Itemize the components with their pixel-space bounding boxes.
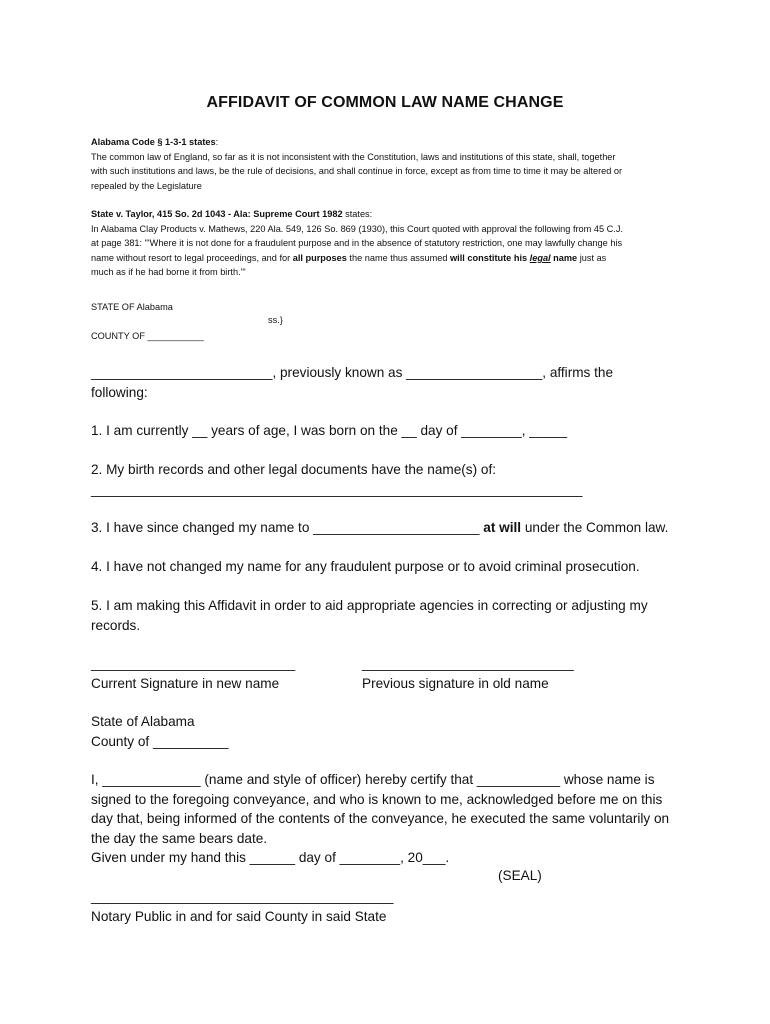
previous-signature-line: ____________________________ [362,656,574,671]
venue-ss: ss.} [268,315,283,325]
notary-signature-line: ________________________________________ [91,889,394,904]
code-text-line: with such institutions and laws, be the rule of decisions, and shall continue in force, except as from time to time it may be altered or [91,166,623,177]
notary-signature-label: Notary Public in and for said County in said State [91,908,387,924]
current-signature-label: Current Signature in new name [91,675,280,691]
notary-county: County of __________ [91,733,229,749]
given-under-hand: Given under my hand this ______ day of ________, 20___. [91,850,450,865]
legal-emphasis: legal [529,252,551,263]
code-text-line: The common law of England, so far as it is not inconsistent with the Constitution, laws and institutions of this state, shall, together [91,151,616,162]
paragraph-5: 5. I am making this Affidavit in order to aid appropriate agencies in correcting or adjusting my records. [91,598,648,633]
paragraph-1: 1. I am currently __ years of age, I was born on the __ day of ________, _____ [91,423,568,438]
notary-state: State of Alabama [91,714,195,729]
case-text-line: name without resort to legal proceedings, and for all purposes the name thus assumed will constitute his legal name just as [91,252,607,263]
case-heading: State v. Taylor, 415 So. 2d 1043 - Ala: Supreme Court 1982 [91,209,343,219]
document-title: AFFIDAVIT OF COMMON LAW NAME CHANGE [206,94,564,111]
case-text-line: In Alabama Clay Products v. Mathews, 220 Ala. 549, 126 So. 869 (1930), this Court quoted with approval the following from 45 C.J. [91,223,623,234]
case-section [91,207,691,280]
paragraph-2: 2. My birth records and other legal documents have the name(s) of: _________________________________________________________________ [91,462,583,497]
case-text-line: at page 381: "'Where it is not done for a fraudulent purpose and in the absence of statutory restriction, one may lawfully change his [91,238,623,249]
previous-signature-block [362,654,574,693]
seal-label: (SEAL) [498,868,542,883]
intro-paragraph: ________________________, previously known as __________________, affirms the following: [91,365,614,400]
paragraph-3: 3. I have since changed my name to ______________________ at will under the Common law. [91,520,669,535]
code-heading: Alabama Code § 1-3-1 states [91,137,216,147]
notary-certificate: I, _____________ (name and style of officer) hereby certify that ___________ whose name is signed to the foregoing conveyance, and who is known to me, acknowledged before me on this day that, being informed of the contents of the conveyance, he executed the same voluntarily on the day the same bears date. Given under my hand this ______ day of ________, 20___. [91,770,691,868]
case-heading-suffix: states: [342,209,373,219]
code-text-line: repealed by the Legislature [91,180,202,191]
notary-venue [91,712,691,751]
code-section [91,135,691,193]
notary-signature-block [91,887,691,926]
paragraph-4: 4. I have not changed my name for any fraudulent purpose or to avoid criminal prosecution. [91,559,640,574]
previous-signature-label: Previous signature in old name [362,675,549,691]
case-text-line: much as if he had borne it from birth.'" [91,267,246,278]
venue-state: STATE OF Alabama [91,302,173,312]
venue-county: COUNTY OF ___________ [91,331,204,341]
current-signature-line: ___________________________ [91,656,296,671]
code-heading-suffix: : [215,137,219,147]
